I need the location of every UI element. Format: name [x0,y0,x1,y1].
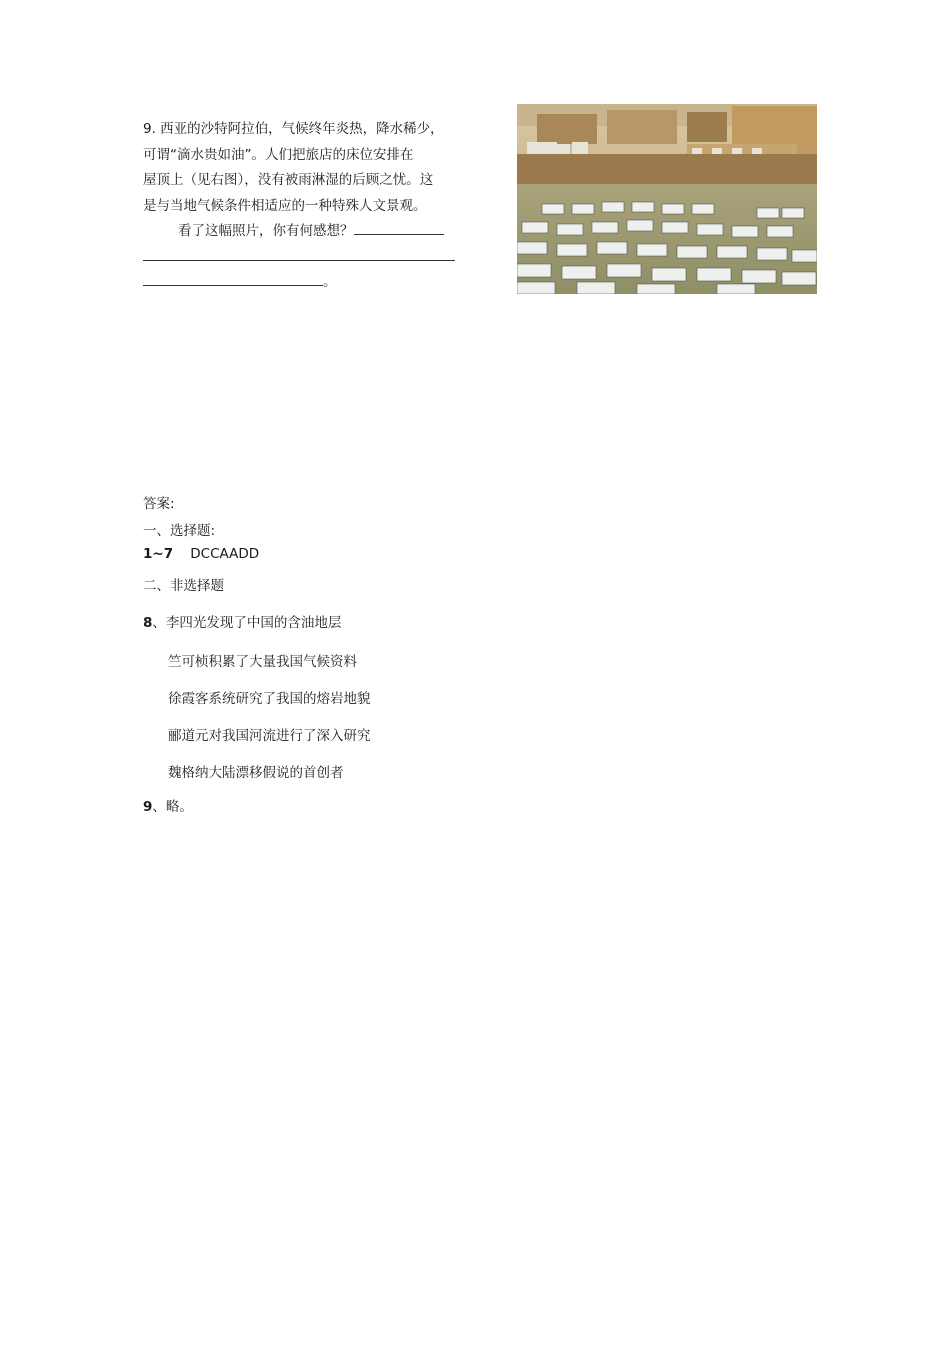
question-9-line-2: 可谓“滴水贵如油”。人们把旅店的床位安排在 [143,146,414,163]
question-9-line-3: 屋顶上（见右图），没有被雨淋湿的后顾之忧。这 [143,172,434,188]
q8-answer-1-line [143,611,341,631]
q8-answer-2: 竺可桢积累了大量我国气候资料 [168,654,357,670]
answer-blank-2[interactable] [143,246,455,261]
mc-answer-letters: DCCAADD [190,546,260,562]
question-9 [143,117,483,296]
multiple-choice-answers [143,546,259,562]
rooftop-beds-photo [517,104,817,294]
answers-heading: 答案: [143,496,175,512]
question-9-line-4: 是与当地气候条件相适应的一种特殊人文景观。 [143,197,427,214]
q8-number: 8 [143,615,153,631]
q8-separator: 、 [152,615,166,631]
mc-range: 1~7 [143,546,174,562]
section-2-title: 二、非选择题 [143,578,224,594]
section-1-title: 一、选择题: [143,523,216,539]
question-9-line-1: 9. 西亚的沙特阿拉伯，气候终年炎热，降水稀少， [143,121,444,137]
answer-blank-3[interactable] [143,271,323,286]
q8-answer-3: 徐霞客系统研究了我国的熔岩地貌 [168,691,371,707]
question-9-prompt: 看了这幅照片，你有何感想？ [178,223,354,239]
answer-line-2 [143,245,483,271]
question-9-prompt-line [143,219,483,245]
answer-line-3 [143,270,483,296]
end-mark: 。 [323,274,337,290]
q9-number: 9 [143,799,153,815]
q9-answer-line [143,795,193,815]
q8-answer-5: 魏格纳大陆漂移假说的首创者 [168,765,344,781]
q9-answer: 、略。 [152,799,193,815]
answer-blank-1[interactable] [354,220,444,235]
q8-answer-4: 郦道元对我国河流进行了深入研究 [168,728,371,744]
rooftop-beds-illustration [517,104,817,294]
q8-answer-1: 李四光发现了中国的含油地层 [165,615,342,631]
